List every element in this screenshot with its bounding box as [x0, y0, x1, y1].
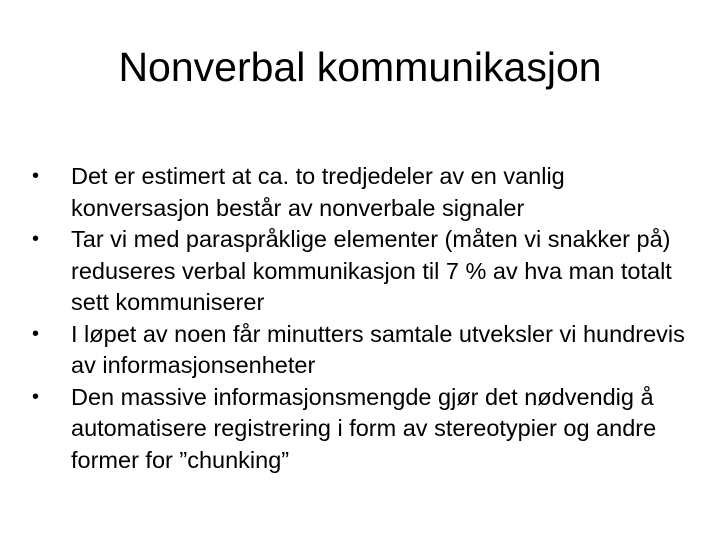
bullet-text: Tar vi med paraspråklige elementer (måten vi snakker på) reduseres verbal kommunikasjon til 7 % av hva man totalt sett kommuniserer	[71, 226, 672, 315]
bullet-item	[32, 382, 702, 477]
bullet-text: Den massive informasjonsmengde gjør det nødvendig å automatisere registrering i form av stereotypier og andre former for ”chunking”	[71, 383, 657, 473]
bullet-text: I løpet av noen får minutters samtale utveksler vi hundrevis av informasjonsenheter	[71, 320, 685, 378]
bullet-dot-icon: •	[32, 385, 40, 408]
bullet-list	[32, 161, 702, 476]
bullet-item	[32, 161, 702, 224]
bullet-item	[32, 319, 702, 382]
bullet-text: Det er estimert at ca. to tredjedeler av en vanlig konversasjon består av nonverbale signaler	[71, 163, 565, 221]
bullet-dot-icon: •	[32, 322, 40, 345]
slide-title: Nonverbal kommunikasjon	[118, 44, 602, 90]
bullet-dot-icon: •	[32, 228, 40, 250]
bullet-item	[32, 224, 702, 319]
bullet-dot-icon: •	[32, 165, 40, 187]
